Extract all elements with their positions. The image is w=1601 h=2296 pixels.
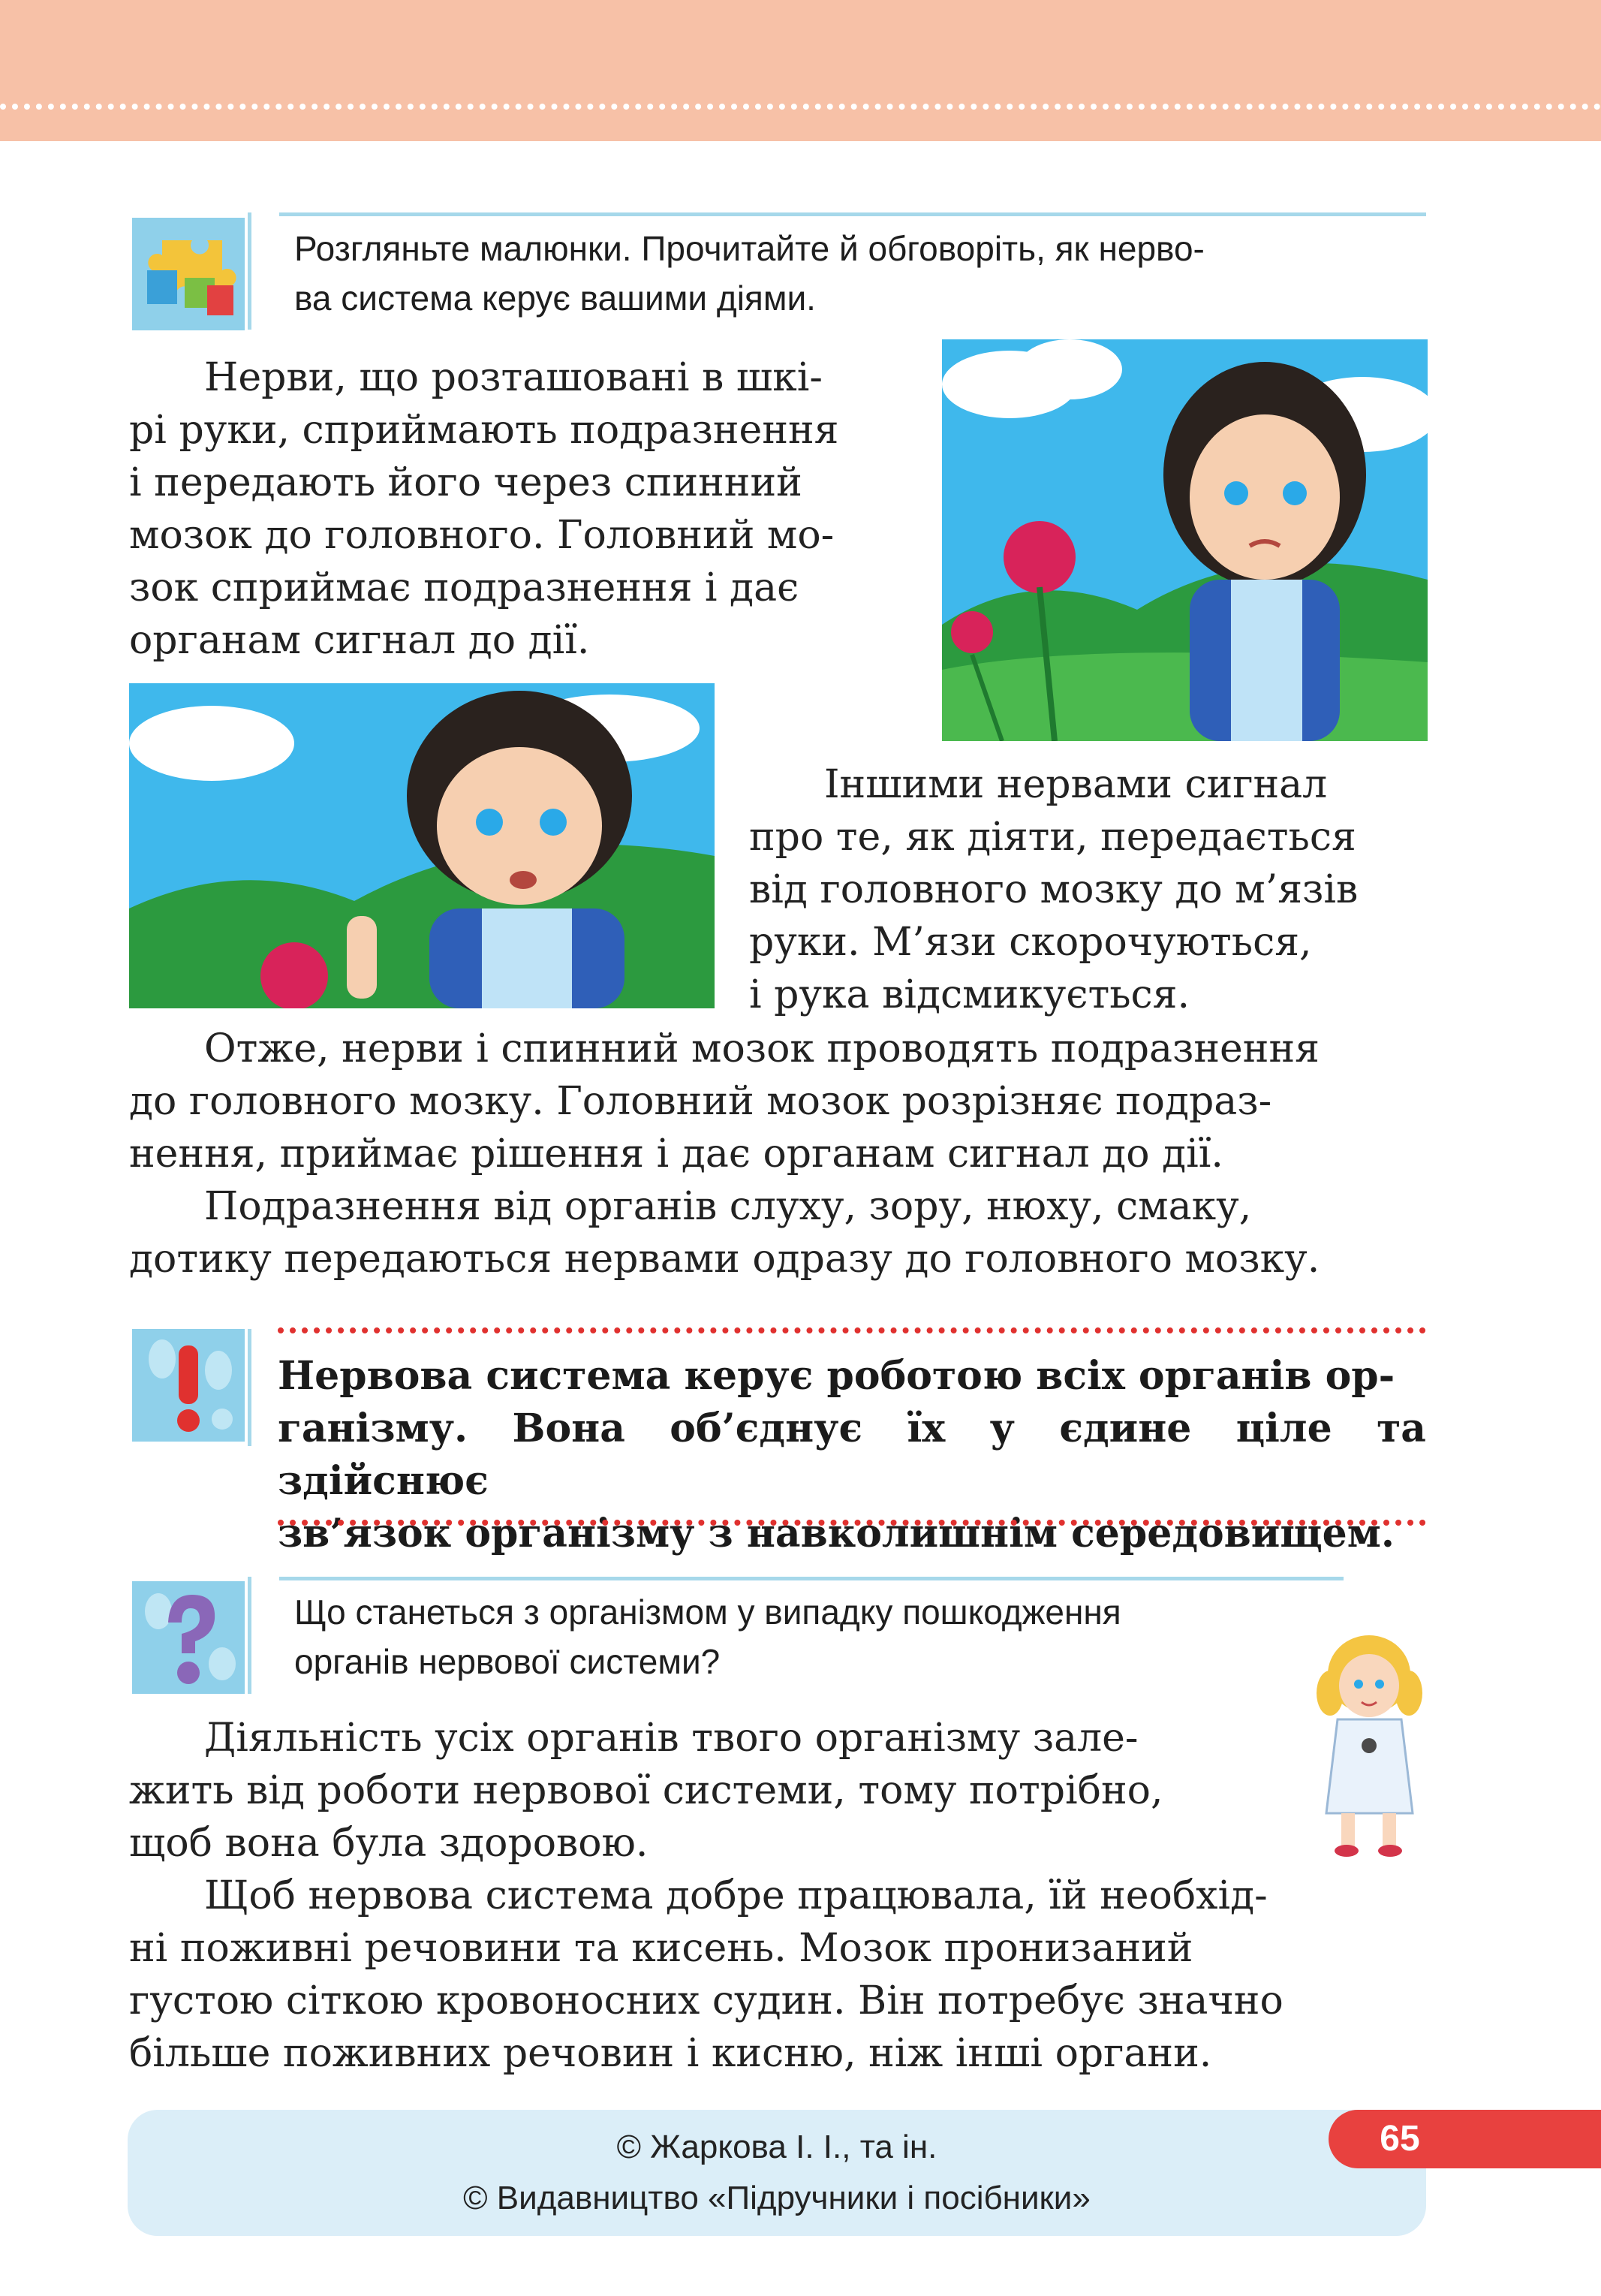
rule-dotted-bottom: [278, 1520, 1426, 1526]
text-line: органам сигнал до дії.: [129, 618, 590, 663]
page-number: 65: [1380, 2119, 1420, 2159]
paragraph-nerves-skin: [129, 351, 906, 667]
task-rule-side: [248, 1577, 251, 1694]
text-line: руки. М’язи скорочуються,: [749, 920, 1312, 965]
text-line: жить від роботи нервової системи, тому потрібно,: [129, 1768, 1163, 1813]
task-line: органів нервової системи?: [294, 1642, 721, 1681]
text-line: Щоб нервова система добре працювала, їй необхід-: [204, 1873, 1268, 1918]
text-line: більше поживних речовин і кисню, ніж інші органи.: [129, 2031, 1212, 2076]
task-line: ва система керує вашими діями.: [294, 279, 816, 318]
text-line: Іншими нервами сигнал: [824, 762, 1328, 807]
text-line: Подразнення від органів слуху, зору, нюху, смаку,: [204, 1184, 1252, 1229]
paragraph-nutrition: [129, 1870, 1426, 2080]
paragraph-health: [129, 1712, 1270, 1870]
rule-side-line: [248, 1329, 251, 1446]
rule-dotted-top: [278, 1327, 1426, 1333]
exclamation-icon: [132, 1329, 245, 1442]
text-line: Діяльність усіх органів твого організму зале-: [204, 1716, 1139, 1761]
header-band: [0, 0, 1601, 141]
text-line: дотику передаються нервами одразу до головного мозку.: [129, 1237, 1320, 1282]
rule-statement: [278, 1350, 1426, 1560]
text-line: рі руки, сприймають подразнення: [129, 408, 839, 453]
task-line: Що станеться з організмом у випадку пошкодження: [294, 1592, 1121, 1632]
paragraph-senses: [129, 1180, 1426, 1285]
text-line: зок сприймає подразнення і дає: [129, 565, 799, 610]
text-line: мозок до головного. Головний мо-: [129, 513, 835, 558]
text-line: ні поживні речовини та кисень. Мозок пронизаний: [129, 1926, 1193, 1971]
text-line: зв’язок організму з навколишнім середовищем.: [278, 1511, 1395, 1556]
illustration-doctor-girl: [1308, 1633, 1431, 1858]
text-line: Нервова система керує роботою всіх органів ор-: [278, 1353, 1395, 1399]
text-line: щоб вона була здоровою.: [129, 1821, 649, 1866]
task-rule-top: [279, 212, 1426, 216]
text-line: густою сіткою кровоносних судин. Він потребує значно: [129, 1978, 1284, 2023]
illustration-girl-hurt-finger: [129, 683, 715, 1008]
text-line: про те, як діяти, передається: [749, 815, 1356, 860]
task-line: Розгляньте малюнки. Прочитайте й обговоріть, як нерво-: [294, 229, 1205, 268]
footer-copyright-authors: © Жаркова І. І., та ін.: [616, 2129, 937, 2165]
text-line: Отже, нерви і спинний мозок проводять подразнення: [204, 1026, 1320, 1071]
text-line: і рука відсмикується.: [749, 972, 1190, 1017]
puzzle-icon: [132, 218, 245, 330]
header-dotted-line: [0, 104, 1601, 110]
footer-copyright-publisher: © Видавництво «Підручники і посібники»: [463, 2180, 1091, 2216]
text-line: до головного мозку. Головний мозок розрізняє подраз-: [129, 1079, 1272, 1124]
text-line: нення, приймає рішення і дає органам сигнал до дії.: [129, 1131, 1223, 1177]
task-rule-top: [279, 1577, 1344, 1580]
illustration-girl-touching-rose: [942, 339, 1428, 741]
text-line: і передають його через спинний: [129, 460, 802, 505]
task-instruction: [294, 224, 1420, 323]
task-rule-side: [248, 212, 251, 330]
text-line: ганізму. Вона об’єднує їх у єдине ціле та здійснює: [278, 1406, 1426, 1504]
paragraph-muscles: [749, 758, 1425, 1021]
task-question: [294, 1587, 1345, 1686]
paragraph-conclusion: [129, 1023, 1426, 1180]
question-icon: [132, 1581, 245, 1694]
text-line: від головного мозку до м’язів: [749, 867, 1359, 912]
text-line: Нерви, що розташовані в шкі-: [204, 355, 823, 400]
